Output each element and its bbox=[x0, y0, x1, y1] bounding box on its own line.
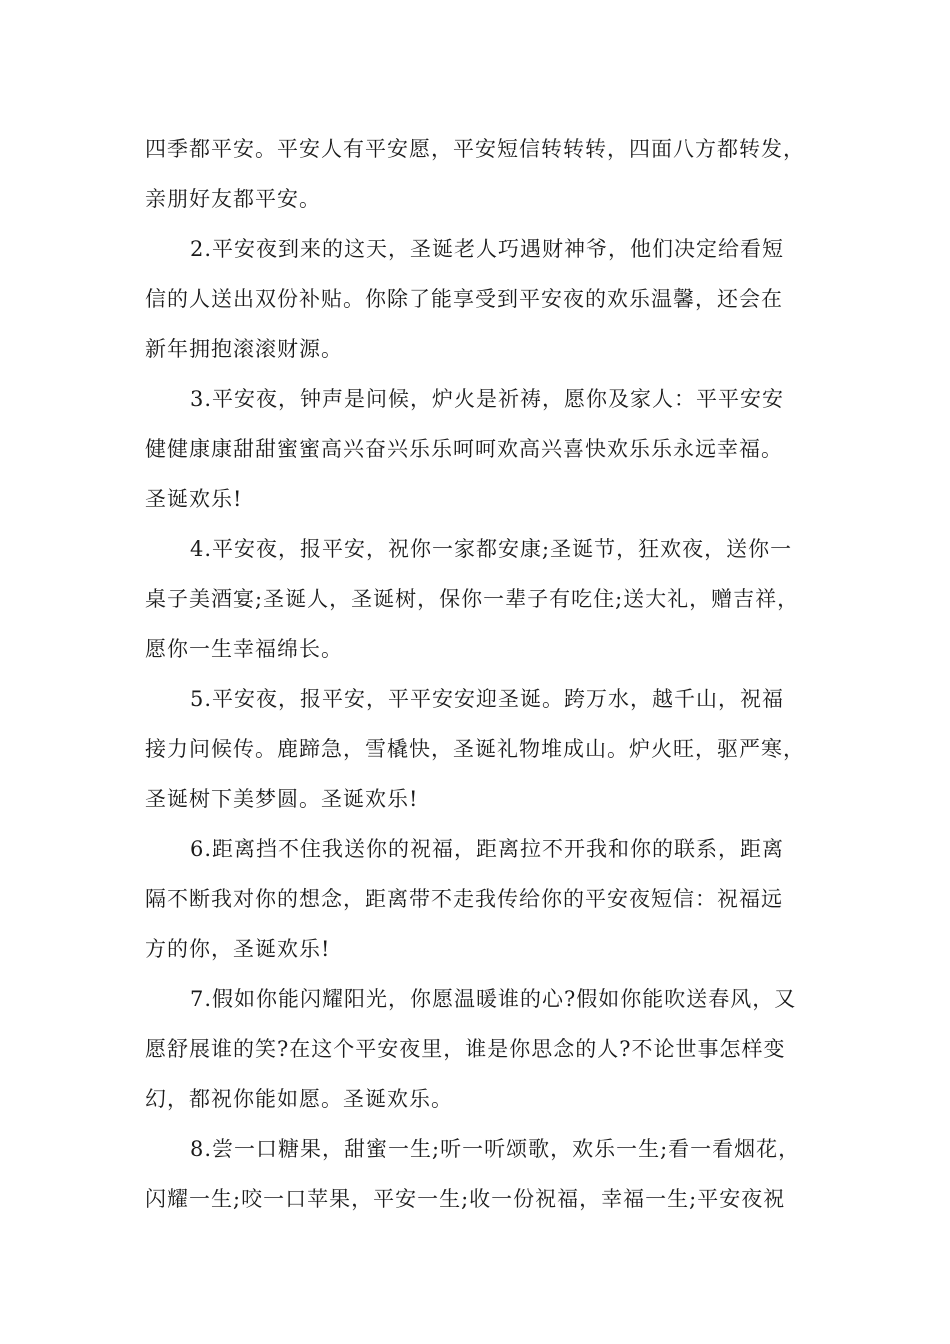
paragraph-start-line: 7.假如你能闪耀阳光，你愿温暖谁的心?假如你能吹送春风，又 bbox=[190, 987, 797, 1011]
text-line: 信的人送出双份补贴。你除了能享受到平安夜的欢乐温馨，还会在 bbox=[145, 287, 783, 311]
text-line: 亲朋好友都平安。 bbox=[145, 187, 321, 211]
text-line: 闪耀一生;咬一口苹果，平安一生;收一份祝福，幸福一生;平安夜祝 bbox=[145, 1187, 786, 1211]
paragraph-start-line: 5.平安夜，报平安，平平安安迎圣诞。跨万水，越千山，祝福 bbox=[190, 687, 785, 711]
paragraph-start-line: 6.距离挡不住我送你的祝福，距离拉不开我和你的联系，距离 bbox=[190, 837, 785, 861]
text-line: 方的你，圣诞欢乐! bbox=[145, 937, 331, 961]
text-line: 圣诞欢乐! bbox=[145, 487, 243, 511]
text-line: 愿舒展谁的笑?在这个平安夜里，谁是你思念的人?不论世事怎样变 bbox=[145, 1037, 786, 1061]
paragraph-start-line: 3.平安夜，钟声是问候，炉火是祈祷，愿你及家人：平平安安 bbox=[190, 387, 785, 411]
text-line: 愿你一生幸福绵长。 bbox=[145, 637, 343, 661]
text-line: 新年拥抱滚滚财源。 bbox=[145, 337, 343, 361]
text-line: 四季都平安。平安人有平安愿，平安短信转转转，四面八方都转发， bbox=[145, 137, 805, 161]
paragraph-start-line: 8.尝一口糖果，甜蜜一生;听一听颂歌，欢乐一生;看一看烟花， bbox=[190, 1137, 801, 1161]
text-line: 圣诞树下美梦圆。圣诞欢乐! bbox=[145, 787, 419, 811]
text-line: 桌子美酒宴;圣诞人，圣诞树，保你一辈子有吃住;送大礼，赠吉祥， bbox=[145, 587, 800, 611]
paragraph-start-line: 2.平安夜到来的这天，圣诞老人巧遇财神爷，他们决定给看短 bbox=[190, 237, 785, 261]
text-line: 幻，都祝你能如愿。圣诞欢乐。 bbox=[145, 1087, 453, 1111]
paragraph-start-line: 4.平安夜，报平安，祝你一家都安康;圣诞节，狂欢夜，送你一 bbox=[190, 537, 793, 561]
text-line: 接力问候传。鹿蹄急，雪橇快，圣诞礼物堆成山。炉火旺，驱严寒， bbox=[145, 737, 805, 761]
text-line: 隔不断我对你的想念，距离带不走我传给你的平安夜短信：祝福远 bbox=[145, 887, 783, 911]
text-line: 健健康康甜甜蜜蜜高兴奋兴乐乐呵呵欢高兴喜快欢乐乐永远幸福。 bbox=[145, 437, 783, 461]
